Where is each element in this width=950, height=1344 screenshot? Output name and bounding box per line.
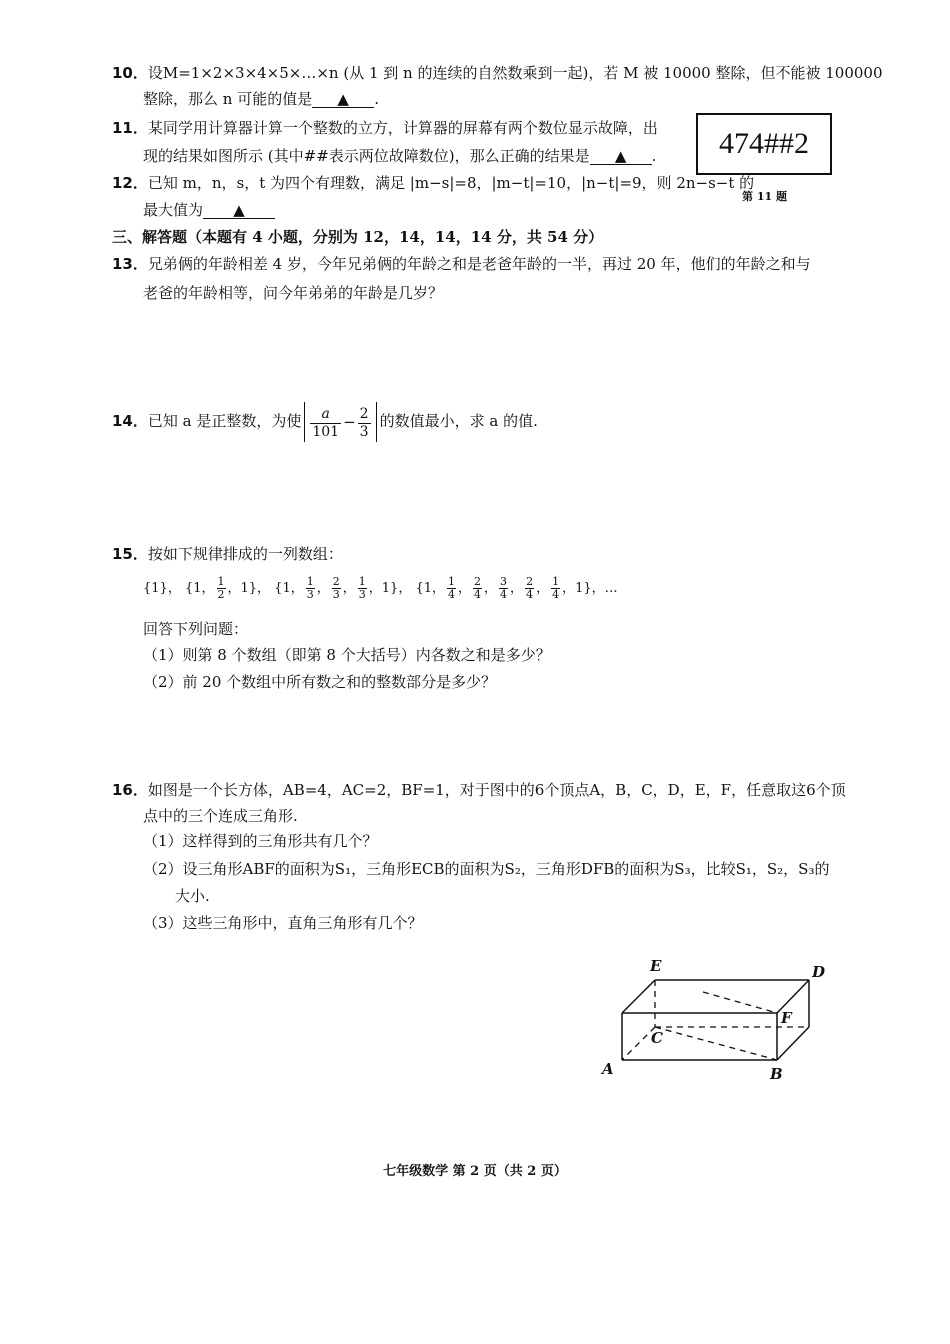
fraction [306,576,315,601]
fraction [499,576,508,601]
answer-blank: ▲ [203,202,275,219]
question-12-line2 [143,199,275,221]
denominator: 4 [448,588,456,601]
fraction [217,576,226,601]
numerator: 1 [358,575,366,588]
question-15 [112,543,343,565]
question-16 [112,779,846,801]
vertex-label-e: E [650,957,662,975]
numerator: 2 [332,575,340,588]
question-text: 设M=1×2×3×4×5×…×n (从 1 到 n 的连续的自然数乘到一起)，若 M 被 10000 整除，但不能被 100000 [147,64,883,82]
sequence-text: ， [536,581,550,596]
question-text: 现的结果如图所示 (其中##表示两位故障数位)，那么正确的结果是 [143,147,590,165]
sequence-group: {1}， [143,581,181,596]
question-14 [112,401,538,442]
question-16-part1: （1）这样得到的三角形共有几个？ [143,832,378,850]
cuboid-figure [590,950,840,1090]
numerator: 2 [526,575,534,588]
question-text: 按如下规律排成的一列数组： [147,545,343,563]
question-text: . [374,90,379,108]
minus-sign: − [343,413,356,431]
denominator: 4 [526,588,534,601]
vertex-label-d: D [812,963,826,981]
sequence-text: ， [484,581,498,596]
sequence-text: ，1}，… [562,581,618,596]
vertex-label-a: A [602,1060,614,1078]
absolute-value-expression [304,402,376,442]
vertex-label-b: B [770,1065,783,1083]
question-text: 已知 m，n，s，t 为四个有理数，满足 |m−s|=8，|m−t|=10，|n−t|=9，则 2n−s−t 的 [147,174,755,192]
numerator: 2 [359,405,369,422]
question-10 [112,62,883,84]
question-15-part2: （2）前 20 个数组中所有数之和的整数部分是多少？ [143,673,497,691]
question-16-part2-cont: 大小. [175,887,210,905]
sequence-text: ， [458,581,472,596]
dashed-segment [655,1027,777,1060]
question-16-line2: 点中的三个连成三角形. [143,807,298,825]
denominator: 101 [312,423,340,440]
question-text: 已知 a 是正整数，为使 [147,412,302,430]
denominator: 3 [332,588,340,601]
denominator: 4 [474,588,482,601]
fraction [358,406,371,441]
fraction [473,576,482,601]
denominator: 4 [500,588,508,601]
fraction [310,406,341,441]
question-text: 兄弟俩的年龄相差 4 岁，今年兄弟俩的年龄之和是老爸年龄的一半，再过 20 年，他们的年龄之和与 [147,255,811,273]
vertex-label-c: C [651,1029,663,1047]
question-number: 15． [112,545,148,563]
numerator: a [310,406,341,424]
denominator: 3 [358,588,366,601]
numerator: 1 [217,575,225,588]
sequence-text: ，1}， [368,581,412,596]
sequence-text: ， [510,581,524,596]
sequence-text: {1， [184,581,215,596]
fraction [447,576,456,601]
number-sequence [143,574,618,604]
answer-blank: ▲ [312,91,374,108]
denominator: 3 [306,588,314,601]
question-13 [112,253,811,275]
question-text: 如图是一个长方体，AB=4，AC=2，BF=1，对于图中的6个顶点A，B，C，D，E，F，任意取这6个顶 [147,781,846,799]
calculator-display [696,113,832,175]
sequence-text: ，1}， [227,581,271,596]
figure-caption: 第 11 题 [742,190,787,203]
question-16-part3: （3）这些三角形中，直角三角形有几个？ [143,914,423,932]
question-15-part1: （1）则第 8 个数组（即第 8 个大括号）内各数之和是多少？ [143,646,551,664]
vertex-label-f: F [781,1009,792,1027]
question-10-line2 [143,88,379,110]
question-number: 12． [112,174,148,192]
question-text: 整除，那么 n 可能的值是 [143,90,313,108]
numerator: 2 [474,575,482,588]
question-text: 的数值最小，求 a 的值. [379,412,538,430]
fraction [358,576,367,601]
edge [622,980,655,1013]
question-text: 最大值为 [143,201,204,219]
sequence-text: {1， [415,581,446,596]
numerator: 1 [552,575,560,588]
denominator: 3 [359,423,369,440]
question-11 [112,117,658,139]
question-number: 11． [112,119,148,137]
denominator: 2 [217,588,225,601]
fraction [525,576,534,601]
sequence-text: {1， [274,581,304,596]
question-number: 16． [112,781,148,799]
sequence-text: ， [316,581,330,596]
dashed-segment [703,992,777,1013]
denominator: 4 [552,588,560,601]
question-12 [112,172,754,194]
numerator: 3 [500,575,508,588]
question-16-part2: （2）设三角形ABF的面积为S₁，三角形ECB的面积为S₂，三角形DFB的面积为S₃，比较S₁，S₂，S₃的 [143,860,830,878]
fraction [332,576,341,601]
sequence-text: ， [342,581,356,596]
question-11-line2 [143,145,656,167]
question-number: 10． [112,64,148,82]
answer-blank: ▲ [590,148,652,165]
fraction [551,576,560,601]
question-number: 13． [112,255,148,273]
edge [777,1027,809,1060]
question-number: 14． [112,412,148,430]
question-text: 某同学用计算器计算一个整数的立方，计算器的屏幕有两个数位显示故障，出 [147,119,658,137]
numerator: 1 [448,575,456,588]
question-text: . [651,147,657,165]
question-13-line2: 老爸的年龄相等，问今年弟弟的年龄是几岁？ [143,284,444,302]
numerator: 1 [306,575,314,588]
section-heading: 三、解答题（本题有 4 小题，分别为 12，14，14，14 分，共 54 分） [112,228,604,246]
calculator-display-value: 474##2 [719,127,809,160]
page-footer: 七年级数学 第 2 页（共 2 页） [383,1164,567,1179]
question-15-prompt: 回答下列问题： [143,620,249,638]
